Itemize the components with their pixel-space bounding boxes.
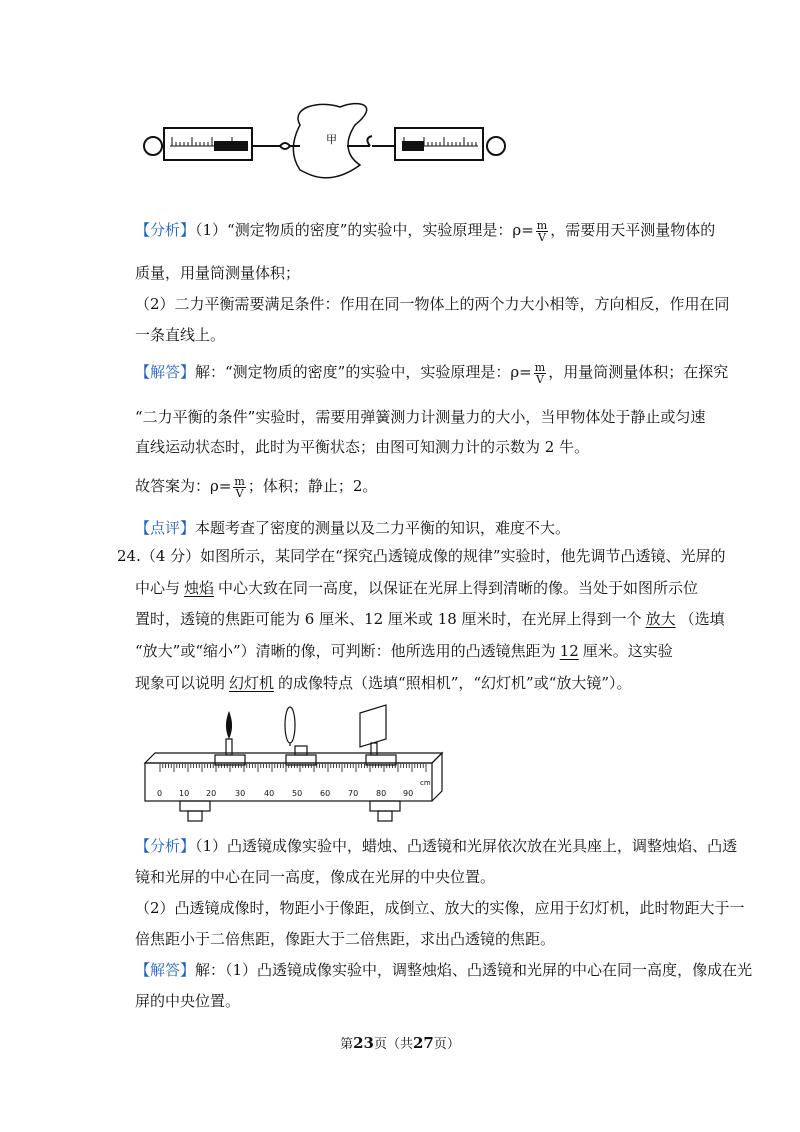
answer1-line1: 【解答】解：“测定物质的密度”的实验中，实验原理是：ρ= $\frac{m}{V}$ ，用量筒测量体积；在探究 — [135, 360, 729, 386]
analysis2-line2: 镜和光屏的中心在同一高度，像成在光屏的中央位置。 — [135, 868, 496, 886]
analysis1-line4: 一条直线上。 — [135, 326, 226, 344]
answer-blank-1: 烛焰 — [184, 579, 215, 597]
analysis1-line1: 【分析】（1）“测定物质的密度”的实验中，实验原理是：ρ= $\frac{m}{V}$ ，需要用天平测量物体的 — [135, 218, 716, 244]
density-formula: $\frac{m}{V}$ — [536, 218, 548, 244]
page-footer: 第23页（共27页） — [340, 1034, 460, 1052]
object-label: 甲 — [326, 133, 337, 146]
bench-tick-50: 50 — [292, 789, 303, 798]
page-number: 23 — [353, 1034, 374, 1052]
bench-unit: cm — [420, 779, 431, 787]
spring-scale-figure — [140, 95, 510, 190]
answer-blank-2: 放大 — [645, 610, 676, 628]
q24-line4: “放大”或“缩小”）清晰的像，可判断：他所选用的凸透镜焦距为 12 厘米。这实验 — [135, 642, 673, 660]
analysis2-line1: 【分析】（1）凸透镜成像实验中，蜡烛、凸透镜和光屏依次放在光具座上，调整烛焰、凸透 — [135, 837, 738, 855]
answer-tag: 【解答】 — [135, 363, 196, 381]
bench-tick-70: 70 — [348, 789, 359, 798]
bench-tick-80: 80 — [376, 789, 387, 798]
q24-line5: 现象可以说明 幻灯机 的成像特点（选填“照相机”，“幻灯机”或“放大镜”）。 — [135, 674, 632, 692]
density-formula: $\frac{m}{V}$ — [234, 474, 245, 500]
bench-tick-40: 40 — [264, 789, 275, 798]
page-total: 27 — [413, 1034, 434, 1052]
bench-tick-30: 30 — [235, 789, 246, 798]
analysis-tag: 【分析】 — [135, 221, 196, 239]
q24-line1: 24.（4 分）如图所示，某同学在“探究凸透镜成像的规律”实验时，他先调节凸透镜、光屏的 — [117, 547, 726, 565]
analysis1-line3: （2）二力平衡需要满足条件：作用在同一物体上的两个力大小相等，方向相反，作用在同 — [135, 295, 730, 313]
analysis2-line3: （2）凸透镜成像时，物距小于像距，成倒立、放大的实像，应用于幻灯机，此时物距大于一 — [135, 899, 745, 917]
answer2-line2: 屏的中央位置。 — [135, 992, 241, 1010]
comment-tag: 【点评】 — [135, 519, 196, 537]
answer1-final: 故答案为：ρ= $\frac{m}{V}$ ；体积；静止；2。 — [135, 474, 378, 500]
q24-line3: 置时，透镜的焦距可能为 6 厘米、12 厘米或 18 厘米时，在光屏上得到一个 放大 （选填 — [135, 610, 725, 628]
bench-tick-90: 90 — [403, 789, 414, 798]
bench-tick-20: 20 — [206, 789, 217, 798]
answer-blank-3: 12 — [559, 642, 579, 660]
analysis1-line2: 质量，用量筒测量体积； — [135, 264, 301, 282]
answer1-line3: 直线运动状态时，此时为平衡状态；由图可知测力计的示数为 2 牛。 — [135, 438, 590, 456]
q24-line2: 中心与 烛焰 中心大致在同一高度，以保证在光屏上得到清晰的像。当处于如图所示位 — [135, 579, 699, 597]
answer-tag: 【解答】 — [135, 961, 196, 979]
answer2-line1: 【解答】解：（1）凸透镜成像实验中，调整烛焰、凸透镜和光屏的中心在同一高度，像成在光 — [135, 961, 753, 979]
bench-tick-0: 0 — [157, 789, 163, 798]
bench-tick-60: 60 — [320, 789, 331, 798]
density-formula: $\frac{m}{V}$ — [534, 360, 546, 386]
bench-tick-10: 10 — [179, 789, 190, 798]
comment1-line: 【点评】本题考查了密度的测量以及二力平衡的知识，难度不大。 — [135, 519, 571, 537]
analysis2-line4: 倍焦距小于二倍焦距，像距大于二倍焦距，求出凸透镜的焦距。 — [135, 930, 556, 948]
answer1-line2: “二力平衡的条件”实验时，需要用弹簧测力计测量力的大小，当甲物体处于静止或匀速 — [135, 408, 706, 426]
analysis-tag: 【分析】 — [135, 837, 196, 855]
optical-bench-figure — [140, 703, 445, 823]
answer-blank-4: 幻灯机 — [229, 674, 275, 692]
